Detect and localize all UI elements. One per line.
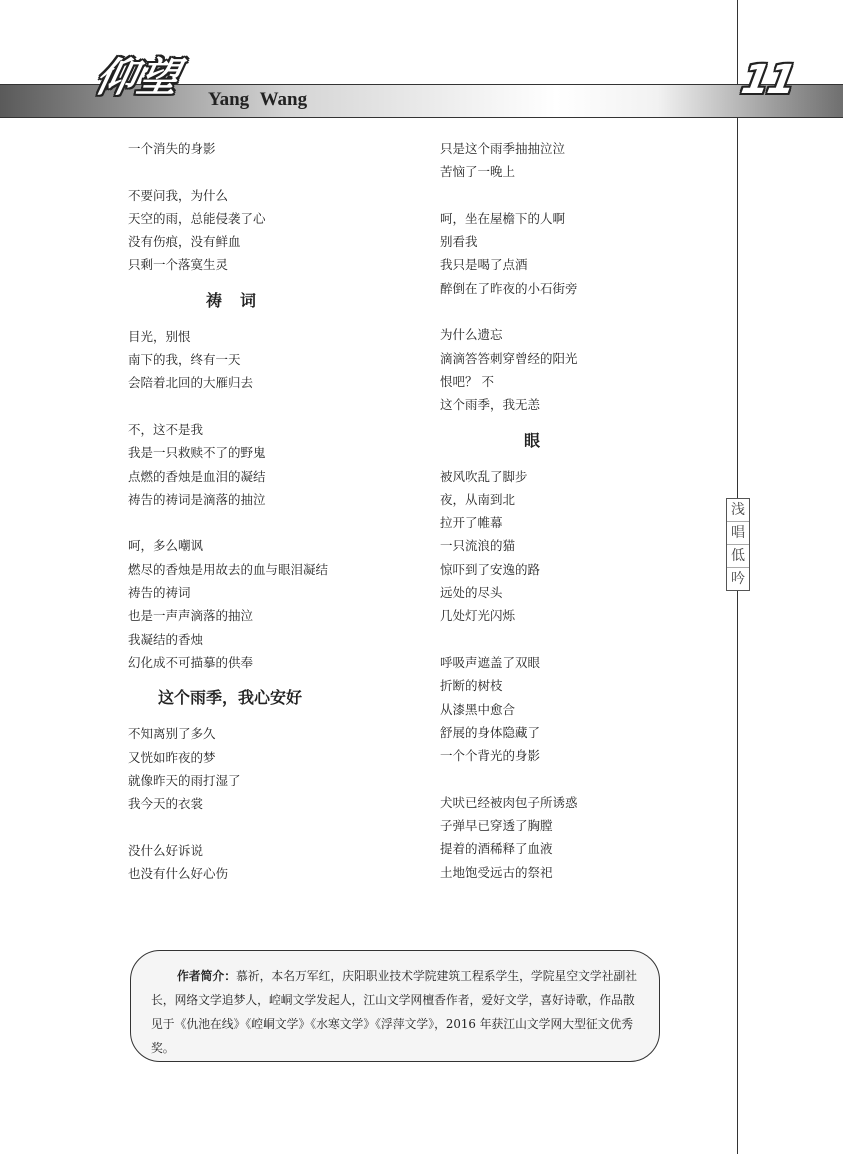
stanza-gap (440, 184, 720, 207)
poem-line: 我只是喝了点酒 (440, 257, 528, 273)
stanza-gap (128, 511, 428, 534)
poem-line: 不，这不是我 (128, 421, 204, 437)
poem-line: 天空的雨，总能侵袭了心 (128, 210, 266, 226)
author-bio-label: 作者简介： (177, 969, 236, 983)
poem-line: 一个个背光的身影 (440, 748, 541, 764)
poem-line: 点燃的香烛是血泪的凝结 (128, 468, 266, 484)
section-tab (726, 498, 750, 591)
poem-title: 这个雨季，我心安好 (158, 688, 303, 708)
poem-line: 为什么遗忘 (440, 327, 503, 343)
section-tab-char: 吟 (731, 571, 745, 587)
poem-line: 呵，多么嘲讽 (128, 538, 204, 554)
poem-line: 舒展的身体隐藏了 (440, 724, 541, 740)
poem-line: 没有伤痕，没有鲜血 (128, 234, 241, 250)
poem-line: 滴滴答答刺穿曾经的阳光 (440, 350, 578, 366)
poem-line: 夜，从南到北 (440, 491, 516, 507)
poem-title: 祷词 (206, 290, 275, 310)
section-tab-char: 唱 (727, 522, 749, 545)
section-tab-char: 浅 (727, 499, 749, 522)
poem-line: 只是这个雨季抽抽泣泣 (440, 141, 566, 156)
poem-line: 我是一只救赎不了的野鬼 (128, 445, 266, 461)
poem-line: 苦恼了一晚上 (440, 164, 516, 180)
section-tab-char: 低 (727, 545, 749, 568)
poem-line: 祷告的祷词 (128, 585, 191, 601)
poem-line: 折断的树枝 (440, 678, 503, 694)
poem-title: 眼 (524, 430, 541, 450)
magazine-logo: 仰望 (91, 55, 185, 101)
poem-line: 会陪着北回的大雁归去 (128, 375, 254, 391)
poem-line: 目光，别恨 (128, 328, 191, 344)
stanza-gap (440, 628, 720, 651)
poem-line: 别看我 (440, 234, 478, 250)
stanza-gap (440, 300, 720, 323)
poem-line: 也是一声声滴落的抽泣 (128, 608, 254, 624)
author-bio-box (130, 950, 660, 1062)
poem-line: 只剩一个落寞生灵 (128, 257, 229, 273)
poem-line: 又恍如昨夜的梦 (128, 749, 216, 765)
poem-line: 我今天的衣裳 (128, 796, 204, 812)
poem-line: 惊吓到了安逸的路 (440, 561, 541, 577)
poem-line: 幻化成不可描摹的供奉 (128, 654, 254, 670)
left-column (128, 137, 428, 885)
poem-line: 被风吹乱了脚步 (440, 468, 528, 484)
poem-line: 提着的酒稀释了血液 (440, 841, 553, 857)
poem-line: 也没有什么好心伤 (128, 866, 229, 882)
magazine-pinyin: Yang Wang (208, 89, 308, 110)
author-bio-text: 慕祈，本名万军红，庆阳职业技术学院建筑工程系学生，学院星空文学社副社长，网络文学追梦人，崆峒文学发起人，江山文学网檀香作者，爱好文学，喜好诗歌，作品散见于《仇池在线》《崆峒文学》《水寒文学》《浮萍文学》，2016 年获江山文学网大型征文优秀奖。 (151, 969, 638, 1055)
stanza-gap (128, 815, 428, 838)
poem-line: 犬吠已经被肉包子所诱惑 (440, 794, 578, 810)
poem-line: 我凝结的香烛 (128, 631, 204, 647)
poem-line: 南下的我，终有一天 (128, 352, 241, 368)
poem-line: 不知离别了多久 (128, 726, 216, 742)
stanza-gap (128, 395, 428, 418)
poem-line: 恨吧？ 不 (440, 373, 494, 389)
poem-line: 祷告的祷词是滴落的抽泣 (128, 491, 266, 507)
poem-line: 远处的尽头 (440, 585, 503, 601)
stanza-gap (128, 160, 428, 183)
poem-line: 不要问我，为什么 (128, 187, 229, 203)
page-number: 11 (737, 57, 798, 103)
poem-line: 几处灯光闪烁 (440, 608, 516, 624)
poem-line: 燃尽的香烛是用故去的血与眼泪凝结 (128, 561, 329, 577)
poem-line: 土地饱受远古的祭祀 (440, 864, 553, 880)
poem-line: 醉倒在了昨夜的小石街旁 (440, 280, 578, 296)
poem-line: 呼吸声遮盖了双眼 (440, 654, 541, 670)
poem-line: 拉开了帷幕 (440, 515, 503, 531)
poem-line: 就像昨天的雨打湿了 (128, 772, 241, 788)
poem-line: 这个雨季，我无恙 (440, 397, 541, 413)
poem-line: 子弹早已穿透了胸膛 (440, 818, 553, 834)
right-column (440, 137, 720, 884)
poem-line: 从漆黑中愈合 (440, 701, 516, 717)
poem-line: 呵，坐在屋檐下的人啊 (440, 210, 566, 226)
poem-line: 没什么好诉说 (128, 842, 204, 858)
poem-line: 一只流浪的猫 (440, 538, 516, 554)
stanza-gap (440, 767, 720, 790)
poem-line: 一个消失的身影 (128, 141, 216, 156)
